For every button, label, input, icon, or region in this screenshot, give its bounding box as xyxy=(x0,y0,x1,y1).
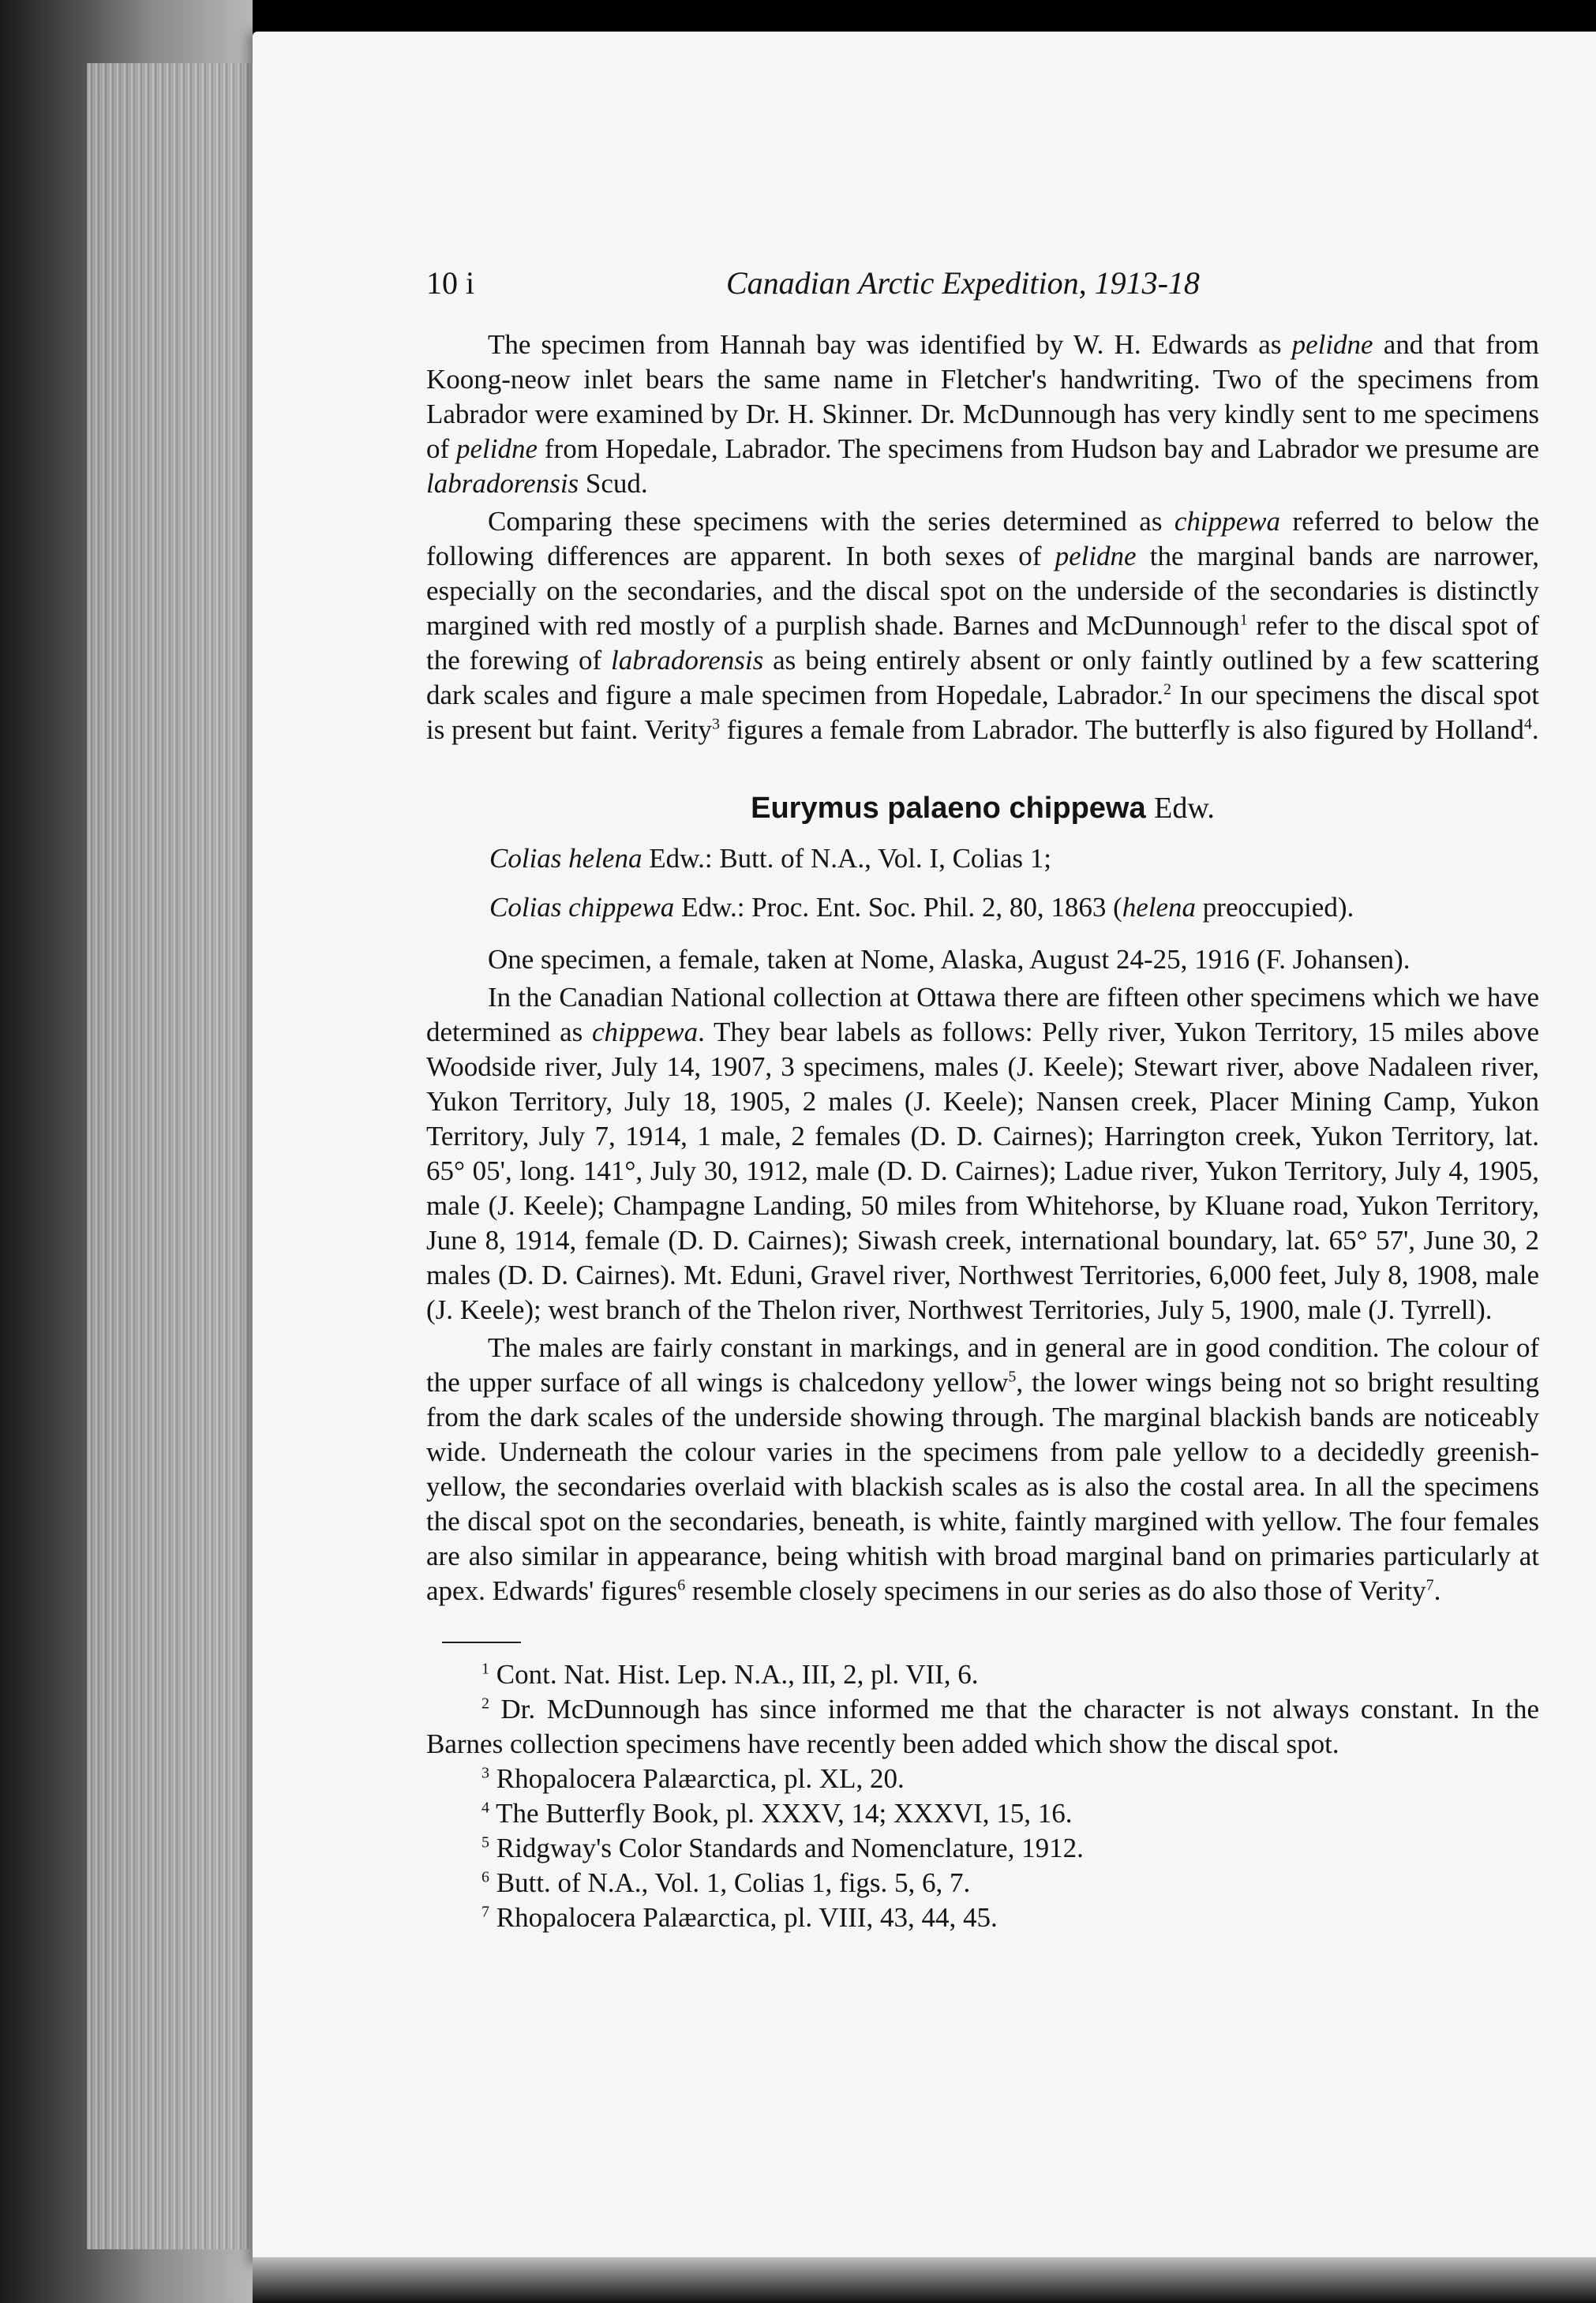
running-head xyxy=(426,241,1539,301)
paragraph-nome-specimen: One specimen, a female, taken at Nome, Alaska, August 24-25, 1916 (F. Johansen). xyxy=(488,944,1411,975)
footnote-number: 3 xyxy=(481,1764,489,1782)
italic-run: pelidne xyxy=(456,433,538,464)
footnote-rule xyxy=(442,1642,521,1643)
footnote xyxy=(481,1762,1539,1796)
page-content xyxy=(426,241,1539,1935)
paragraph-comparison xyxy=(426,504,1539,747)
footnote-text: Rhopalocera Palæarctica, pl. VIII, 43, 44, 45. xyxy=(489,1902,998,1933)
footnote-ref: 7 xyxy=(1426,1576,1434,1594)
synonym-citation: Edw.: Proc. Ent. Soc. Phil. 2, 80, 1863 ( xyxy=(674,892,1122,923)
italic-run: labradorensis xyxy=(611,645,764,676)
text-run: . They bear labels as follows: Pelly river, Yukon Territory, 15 miles above Woodside river, July 14, 1907, 3 specimens, males (J. Keele); Stewart river, above Nadaleen river, Yukon Territory, July 18, 1905, 2 males (J. Keele); Nansen creek, Placer Mining Camp, Yukon Territory, July 7, 1914, 1 male, 2 females (D. D. Cairnes); Harrington creek, Yukon Territory, lat. 65° 05', long. 141°, July 30, 1912, male (D. D. Cairnes); Ladue river, Yukon Territory, July 4, 1905, male (J. Keele); Champagne Landing, 50 miles from Whitehorse, by Kluane road, Yukon Territory, June 8, 1914, female (D. D. Cairnes); Siwash creek, international boundary, lat. 65° 57', June 30, 2 males (D. D. Cairnes). Mt. Eduni, Gravel river, Northwest Territories, 6,000 feet, July 8, 1908, male (J. Keele); west branch of the Thelon river, Northwest Territories, July 5, 1900, male (J. Tyrrell). xyxy=(426,1017,1539,1325)
footnote-text: Ridgway's Color Standards and Nomenclature, 1912. xyxy=(489,1833,1084,1863)
footnote-number: 6 xyxy=(481,1868,489,1886)
paragraph-ottawa-collection xyxy=(426,980,1539,1328)
synonym-line xyxy=(489,890,1539,925)
footnote-number: 2 xyxy=(481,1694,489,1713)
footnote-text: Rhopalocera Palæarctica, pl. XL, 20. xyxy=(489,1763,905,1794)
footnote xyxy=(481,1900,1539,1935)
footnote-ref: 2 xyxy=(1163,680,1172,698)
text-run: In the Canadian National collection at Ottawa there are fifteen other specimens which we have determined as xyxy=(426,982,1539,1047)
species-name: Eurymus palaeno chippewa xyxy=(751,792,1146,825)
paragraph-hannah-bay xyxy=(426,328,1539,501)
footnote xyxy=(481,1831,1539,1866)
italic-run: pelidne xyxy=(1055,541,1137,571)
book-page xyxy=(253,32,1596,2265)
footnote-ref: 5 xyxy=(1008,1368,1017,1386)
text-run: resemble closely specimens in our series as do also those of Verity xyxy=(685,1575,1426,1606)
footnote-ref: 1 xyxy=(1239,611,1248,629)
synonym-name: Colias helena xyxy=(489,843,643,874)
footnote-ref: 4 xyxy=(1523,715,1532,733)
paragraph-markings xyxy=(426,1331,1539,1608)
synonym-citation: Edw.: Butt. of N.A., Vol. I, Colias 1; xyxy=(642,843,1052,874)
text-run: referred to below the following differences are apparent. In both sexes of xyxy=(426,506,1539,571)
text-run: In our specimens the discal spot is present but faint. Verity xyxy=(426,680,1539,745)
page-number: 10 i xyxy=(426,265,475,301)
synonym-citation: preoccupied). xyxy=(1196,892,1354,923)
footnote-ref: 3 xyxy=(711,715,720,733)
footnote xyxy=(481,1657,1539,1692)
synonym-line xyxy=(489,841,1539,876)
text-run: The specimen from Hannah bay was identified by W. H. Edwards as xyxy=(488,329,1292,360)
footnote-text: The Butterfly Book, pl. XXXV, 14; XXXVI, 15, 16. xyxy=(489,1798,1073,1829)
footnote-text: Butt. of N.A., Vol. 1, Colias 1, figs. 5, 6, 7. xyxy=(489,1867,971,1898)
text-run: and that from Koong-neow inlet bears the same name in Fletcher's handwriting. Two of the specimens from Labrador were examined by Dr. H. Skinner. Dr. McDunnough has very kindly sent to me specimens of xyxy=(426,329,1539,464)
text-run: . xyxy=(1531,714,1539,745)
footnote-ref: 6 xyxy=(677,1576,686,1594)
italic-run: pelidne xyxy=(1291,329,1373,360)
text-run: Comparing these specimens with the series determined as xyxy=(488,506,1175,537)
species-author: Edw. xyxy=(1154,792,1215,825)
text-run: figures a female from Labrador. The butterfly is also figured by Holland xyxy=(719,714,1524,745)
footnote xyxy=(481,1796,1539,1831)
footnote-text: Cont. Nat. Hist. Lep. N.A., III, 2, pl. VII, 6. xyxy=(489,1659,979,1690)
footnote-number: 1 xyxy=(481,1660,489,1678)
text-run: from Hopedale, Labrador. The specimens from Hudson bay and Labrador we presume are xyxy=(538,433,1540,464)
text-run: as being entirely absent or only faintly outlined by a few scattering dark scales and figure a male specimen from Hopedale, Labrador. xyxy=(426,645,1539,710)
footnote xyxy=(426,1692,1539,1762)
italic-run: labradorensis xyxy=(426,468,579,499)
text-run: The males are fairly constant in markings, and in general are in good condition. The colour of the upper surface of all wings is chalcedony yellow xyxy=(426,1332,1539,1398)
text-run: , the lower wings being not so bright resulting from the dark scales of the underside showing through. The marginal blackish bands are noticeably wide. Underneath the colour varies in the specimens from pale yellow to a decidedly greenish-yellow, the secondaries overlaid with blackish scales as is also the costal area. In all the specimens the discal spot on the secondaries, beneath, is white, faintly margined with yellow. The four females are also similar in appearance, being whitish with broad marginal band on primaries particularly at apex. Edwards' figures xyxy=(426,1367,1539,1606)
footnote-text: Dr. McDunnough has since informed me that the character is not always constant. In the Barnes collection specimens have recently been added which show the discal spot. xyxy=(426,1694,1539,1759)
italic-run: chippewa xyxy=(1174,506,1281,537)
text-run: Scud. xyxy=(579,468,648,499)
footnote-number: 5 xyxy=(481,1833,489,1852)
species-body xyxy=(426,942,1539,1608)
footnote xyxy=(481,1866,1539,1900)
italic-run: chippewa xyxy=(592,1017,699,1047)
body-text xyxy=(426,328,1539,747)
text-run: . xyxy=(1433,1575,1441,1606)
page-bottom-edge xyxy=(253,2257,1596,2303)
text-run: refer to the discal spot of the forewing of xyxy=(426,610,1539,676)
footnote-number: 4 xyxy=(481,1799,489,1817)
footnotes xyxy=(426,1657,1539,1935)
species-heading xyxy=(426,791,1539,826)
synonym-name: Colias chippewa xyxy=(489,892,675,923)
running-title: Canadian Arctic Expedition, 1913-18 xyxy=(726,265,1200,301)
text-run: the marginal bands are narrower, especially on the secondaries, and the discal spot on the underside of the secondaries is distinctly margined with red mostly of a purplish shade. Barnes and McDunnough xyxy=(426,541,1539,641)
synonym-name: helena xyxy=(1122,892,1197,923)
footnote-number: 7 xyxy=(481,1903,489,1921)
